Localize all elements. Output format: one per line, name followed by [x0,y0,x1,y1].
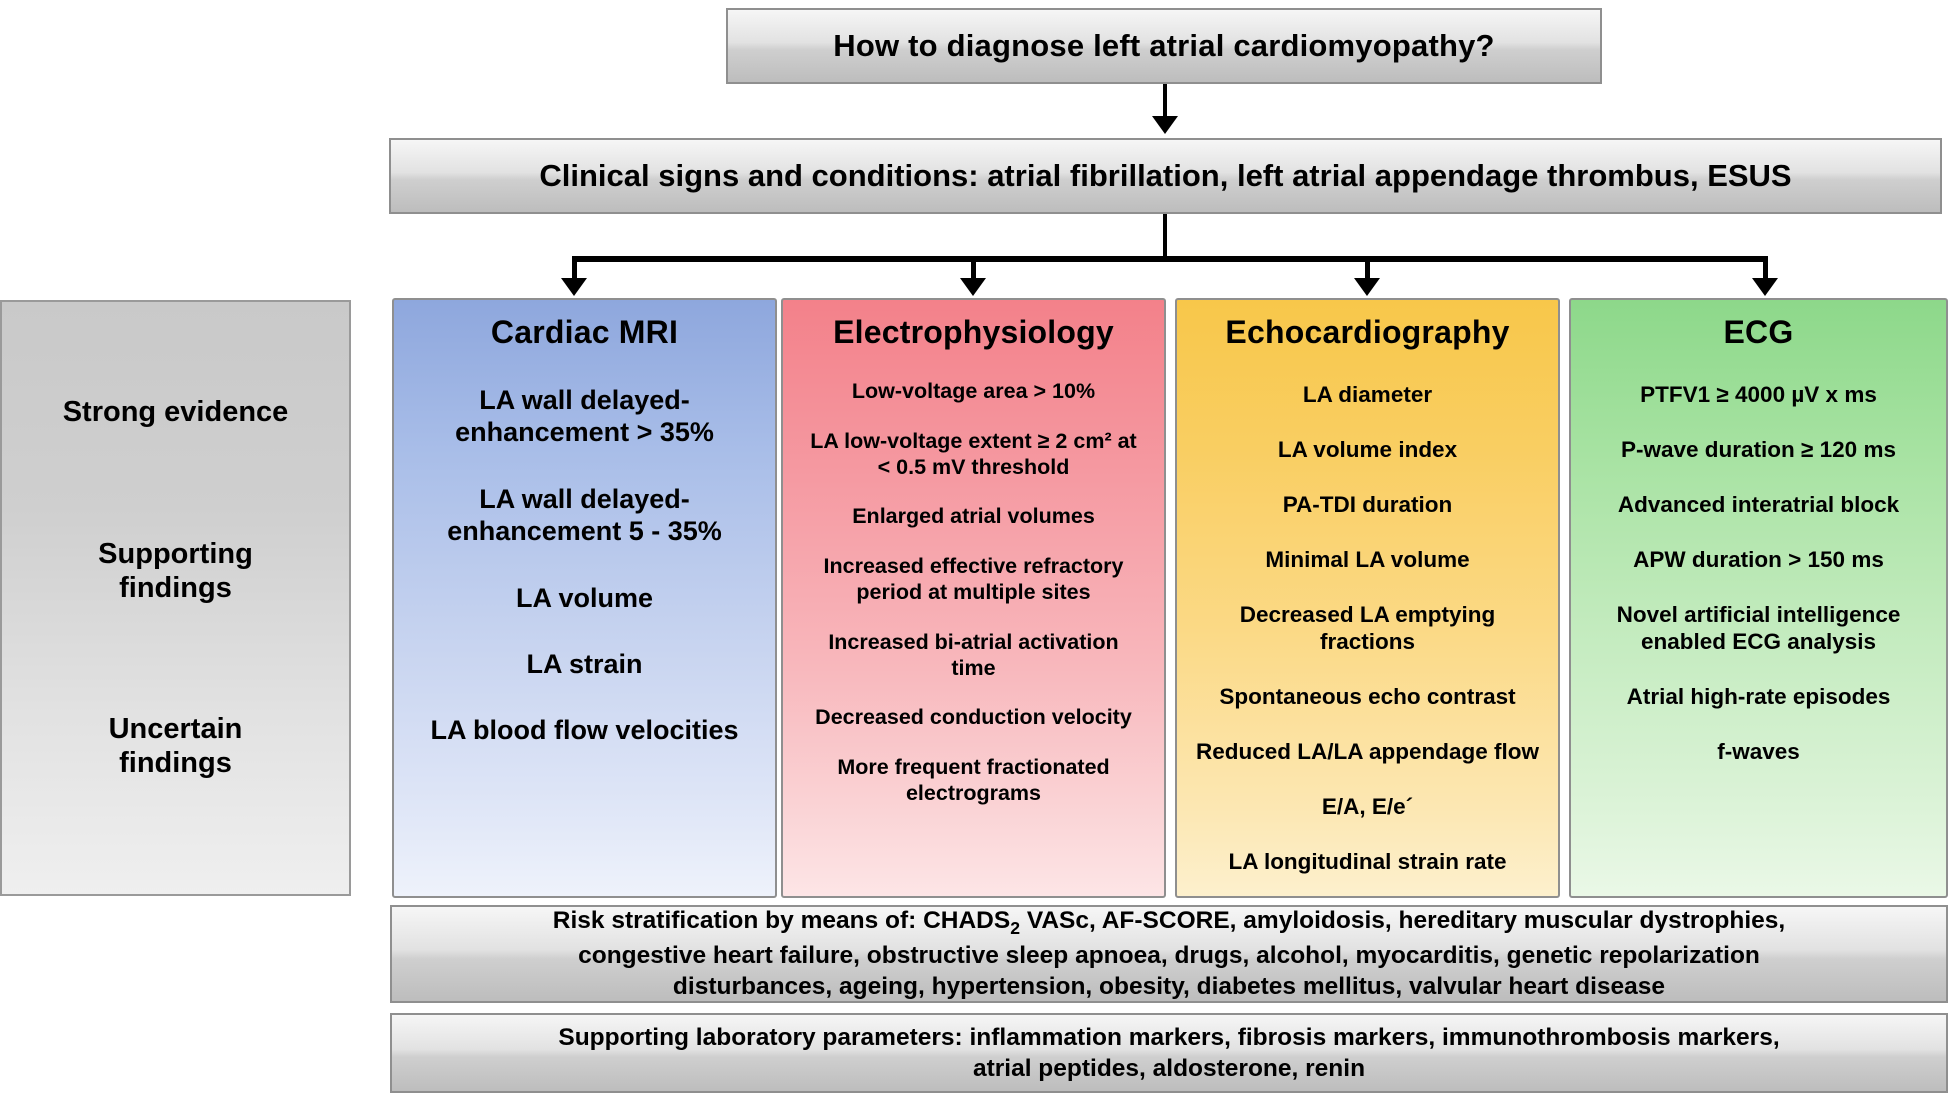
list-item: Atrial high-rate episodes [1626,684,1891,709]
column-cardiac-mri-title: Cardiac MRI [490,314,679,350]
arrowhead-mri [561,278,587,296]
list-item: Increased effective refractory period at multiple sites [823,554,1124,604]
column-echocardiography [1175,298,1560,898]
risk-stratification-text [408,905,1930,1002]
list-item: Increased bi-atrial activation time [828,629,1119,680]
evidence-level-supporting [2,537,349,605]
evidence-level-supporting-label-line1: Supporting [98,537,253,570]
column-electrophysiology [781,298,1166,898]
risk-line2: congestive heart failure, obstructive sleep apnoea, drugs, alcohol, myocarditis, genetic repolarization [578,941,1760,969]
evidence-level-uncertain-label-line2: findings [119,747,232,780]
arrowhead-title-to-clinical [1152,116,1178,134]
list-item: LA volume index [1277,437,1458,462]
evidence-level-panel [0,300,351,896]
column-echocardiography-list [1189,367,1546,889]
list-item: Decreased LA emptying fractions [1239,602,1496,654]
risk-line3: disturbances, ageing, hypertension, obesity, diabetes mellitus, valvular heart disease [672,973,1666,1001]
list-item: Enlarged atrial volumes [852,504,1095,529]
arrowhead-ecg [1752,278,1778,296]
list-item: PA-TDI duration [1282,492,1453,517]
list-item: Reduced LA/LA appendage flow [1196,739,1539,764]
list-item: PTFV1 ≥ 4000 µV x ms [1640,382,1877,407]
list-item: More frequent fractionated electrograms [837,755,1110,805]
list-item: E/A, E/e´ [1321,794,1414,819]
list-item: LA longitudinal strain rate [1228,849,1507,874]
list-item: LA diameter [1302,382,1433,407]
list-item: P-wave duration ≥ 120 ms [1621,437,1896,462]
diagram-title-box [726,8,1602,84]
evidence-level-uncertain [2,712,349,780]
column-ecg-list [1583,367,1934,886]
laboratory-parameters-text [408,1022,1930,1085]
clinical-signs-text: Clinical signs and conditions: atrial fibrillation, left atrial appendage thrombus, ESUS [539,158,1792,193]
risk-line1-sub: 2 [1010,918,1021,939]
laboratory-parameters-box [390,1013,1948,1093]
lab-line2: atrial peptides, aldosterone, renin [972,1055,1366,1082]
connector-clinical-stem [1163,214,1167,256]
risk-stratification-box [390,905,1948,1003]
list-item: LA wall delayed- enhancement > 35% [455,385,714,448]
list-item: LA low-voltage extent ≥ 2 cm² at < 0.5 mV threshold [810,428,1137,479]
clinical-signs-box [389,138,1942,214]
list-item: f-waves [1717,739,1800,764]
arrowhead-ep [960,278,986,296]
list-item: Low-voltage area > 10% [851,379,1096,403]
column-cardiac-mri-list [406,367,763,886]
list-item: Decreased conduction velocity [815,705,1132,730]
list-item: APW duration > 150 ms [1633,547,1884,572]
evidence-level-supporting-label-line2: findings [119,571,232,604]
connector-title-to-clinical [1163,84,1167,118]
risk-line1-pre: Risk stratification by means of: CHADS [552,907,1011,935]
list-item: Novel artificial intelligence enabled ECG analysis [1616,602,1901,654]
list-item: LA strain [526,648,643,679]
list-item: LA volume [515,582,654,613]
connector-horizontal-bus [572,256,1768,262]
diagram-title-text: How to diagnose left atrial cardiomyopathy? [833,28,1495,63]
evidence-level-strong-label: Strong evidence [62,396,289,429]
arrowhead-echo [1354,278,1380,296]
column-ecg-title: ECG [1723,314,1794,350]
list-item: LA blood flow velocities [430,715,739,746]
column-electrophysiology-list [795,367,1152,886]
risk-line1-post: VASc, AF-SCORE, amyloidosis, hereditary muscular dystrophies, [1020,907,1786,935]
list-item: LA wall delayed- enhancement 5 - 35% [447,483,722,547]
list-item: Minimal LA volume [1265,547,1470,572]
evidence-level-uncertain-label-line1: Uncertain [108,713,243,746]
lab-line1: Supporting laboratory parameters: inflammation markers, fibrosis markers, immunothrombosis markers, [558,1023,1780,1051]
evidence-level-strong [2,395,349,429]
column-ecg [1569,298,1948,898]
column-echocardiography-title: Echocardiography [1225,314,1510,350]
column-electrophysiology-title: Electrophysiology [833,314,1114,350]
list-item: Spontaneous echo contrast [1219,684,1516,709]
column-cardiac-mri [392,298,777,898]
list-item: Advanced interatrial block [1617,492,1900,517]
